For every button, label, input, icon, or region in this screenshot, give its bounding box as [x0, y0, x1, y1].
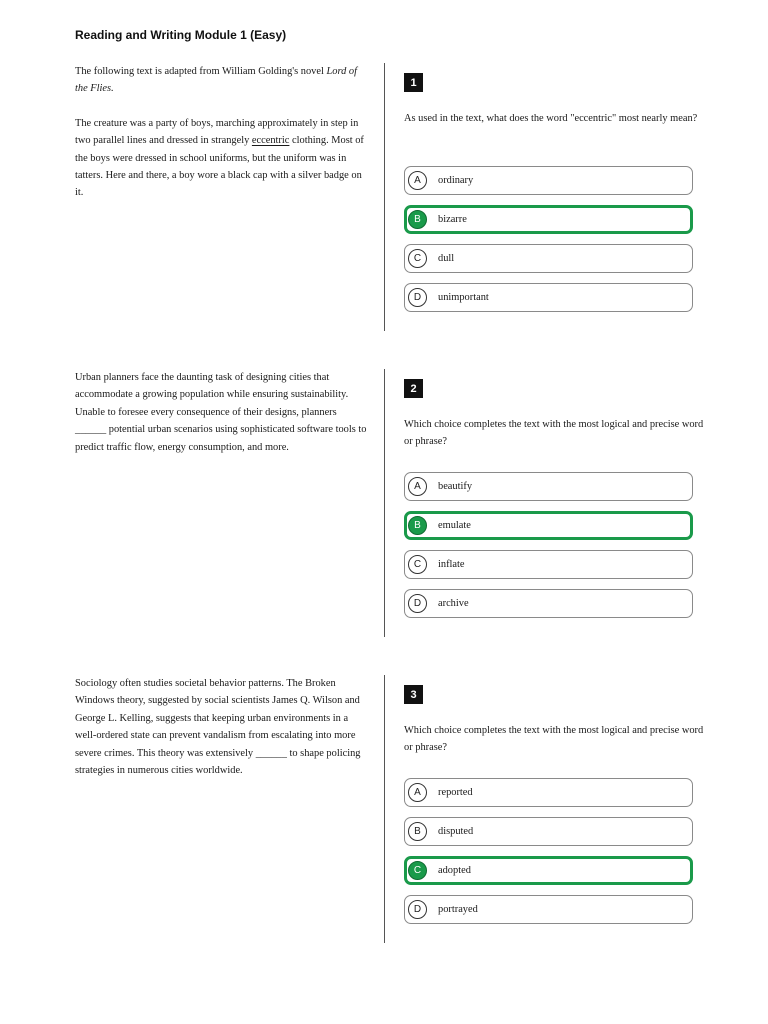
choice-a[interactable]	[404, 778, 693, 807]
page-title: Reading and Writing Module 1 (Easy)	[75, 28, 287, 42]
question-stem: Which choice completes the text with the most logical and precise word or phrase?	[404, 725, 704, 754]
choice-letter: D	[408, 900, 427, 919]
choice-c[interactable]	[404, 550, 693, 579]
choice-c[interactable]	[404, 856, 693, 885]
choice-letter: A	[408, 171, 427, 190]
underlined-word: eccentric	[251, 135, 290, 147]
passage-source: Lord of the Flies.	[75, 66, 357, 95]
passage-text-after: clothing. Most of the boys were dressed in school uniforms, but the uniform was in tatters. Here and there, a boy wore a black cap with a silver badge on it.	[75, 135, 364, 199]
question-number-badge: 1	[404, 73, 423, 92]
choice-letter: C	[408, 555, 427, 574]
choice-b[interactable]	[404, 511, 693, 540]
choice-letter: A	[408, 783, 427, 802]
choice-letter: B	[408, 822, 427, 841]
choice-text: ordinary	[438, 175, 474, 186]
passage-text-before: The creature was a party of boys, marching approximately in step in two parallel lines and dressed in strangely	[75, 117, 359, 147]
column-divider	[384, 675, 385, 943]
answer-choices	[404, 472, 693, 628]
choice-text: archive	[438, 598, 469, 609]
choice-letter: C	[408, 861, 427, 880]
question-number-badge: 3	[404, 685, 423, 704]
choice-text: bizarre	[438, 214, 467, 225]
choice-letter: D	[408, 594, 427, 613]
choice-d[interactable]	[404, 895, 693, 924]
choice-text: beautify	[438, 481, 473, 492]
choice-letter: B	[408, 210, 427, 229]
answer-choices	[404, 166, 693, 322]
question-stem: Which choice completes the text with the most logical and precise word or phrase?	[404, 419, 704, 448]
choice-text: adopted	[438, 865, 471, 876]
choice-c[interactable]	[404, 244, 693, 273]
choice-text: reported	[438, 787, 473, 798]
choice-b[interactable]	[404, 205, 693, 234]
question-stem: As used in the text, what does the word "eccentric" most nearly mean?	[404, 113, 698, 124]
choice-text: unimportant	[438, 292, 489, 303]
question-3	[0, 675, 768, 945]
choice-a[interactable]	[404, 472, 693, 501]
choice-text: emulate	[438, 520, 471, 531]
choice-d[interactable]	[404, 283, 693, 312]
passage-text: Sociology often studies societal behavior patterns. The Broken Windows theory, suggested by social scientists James Q. Wilson and George L. Kelling, suggests that keeping urban environments in a well-ordered state can prevent vandalism from escalating into more severe crimes. This theory was extensively ______ to shape policing strategies in numerous cities worldwide.	[75, 678, 361, 777]
passage-1	[75, 63, 367, 219]
question-1	[0, 63, 768, 333]
answer-choices	[404, 778, 693, 934]
choice-text: disputed	[438, 826, 474, 837]
choice-d[interactable]	[404, 589, 693, 618]
question-2	[0, 369, 768, 639]
choice-a[interactable]	[404, 166, 693, 195]
choice-letter: B	[408, 516, 427, 535]
choice-letter: A	[408, 477, 427, 496]
choice-text: portrayed	[438, 904, 478, 915]
choice-letter: C	[408, 249, 427, 268]
passage-intro: The following text is adapted from William Golding's novel	[75, 66, 324, 77]
passage-2	[75, 369, 367, 473]
choice-b[interactable]	[404, 817, 693, 846]
passage-text: Urban planners face the daunting task of designing cities that accommodate a growing population while ensuring sustainability. Unable to foresee every consequence of their designs, planners ______ potential urban scenarios using sophisticated software tools to predict traffic flow, energy consumption, and more.	[75, 372, 367, 453]
choice-text: dull	[438, 253, 455, 264]
passage-3	[75, 675, 367, 796]
question-number-badge: 2	[404, 379, 423, 398]
choice-letter: D	[408, 288, 427, 307]
column-divider	[384, 63, 385, 331]
column-divider	[384, 369, 385, 637]
choice-text: inflate	[438, 559, 465, 570]
